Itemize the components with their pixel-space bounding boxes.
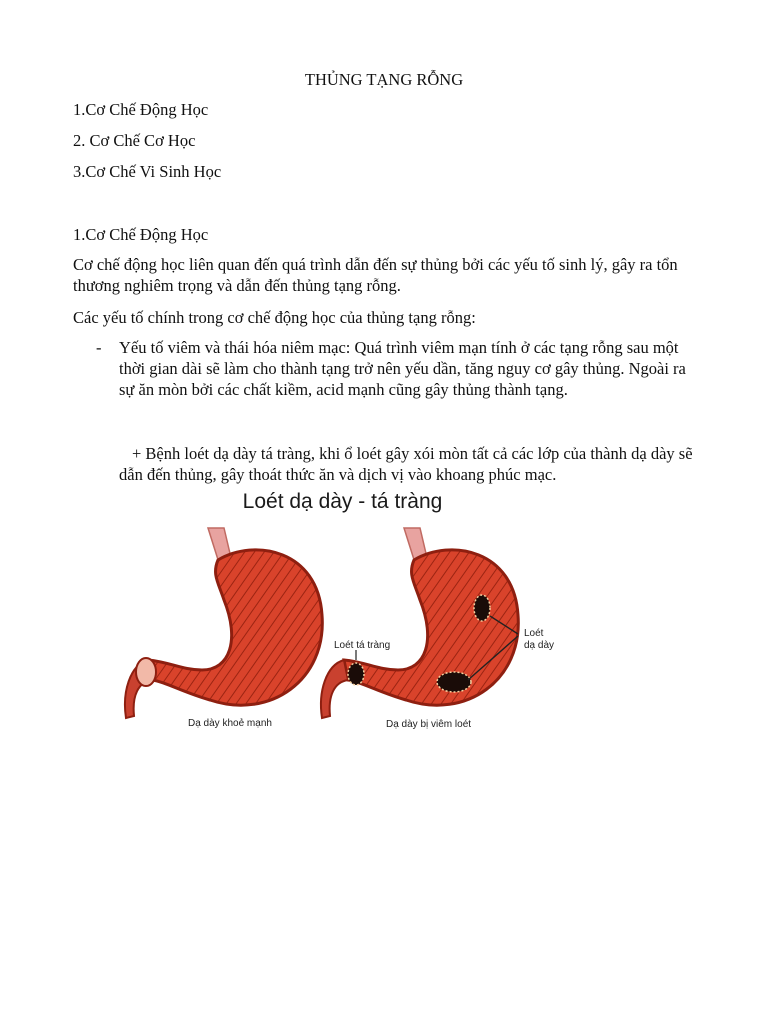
label-gastric-ulcer: Loét dạ dày [524,628,555,651]
bullet-marker: - [96,338,102,357]
stomach-illustration [120,520,570,740]
sub-point-paragraph: + Bệnh loét dạ dày tá tràng, khi ổ loét gây xói mòn tất cả các lớp của thành dạ dày sẽ dẫn đến thủng, gây thoát thức ăn và dịch vị vào khoang phúc mạc. [119,444,693,484]
intro-paragraph: Cơ chế động học liên quan đến quá trình dẫn đến sự thủng bởi các yếu tố sinh lý, gây ra tổn thương nghiêm trọng và dẫn đến thủng tạng rỗng. [73,255,678,295]
ulcer-stomach [321,528,518,718]
outline-item-2: 2. Cơ Chế Cơ Học [73,131,196,150]
gastric-ulcer-lower-icon [437,672,471,692]
duodenal-ulcer-icon [348,663,364,685]
bullet-paragraph: Yếu tố viêm và thái hóa niêm mạc: Quá trình viêm mạn tính ở các tạng rỗng sau một thời gian dài sẽ làm cho thành tạng trở nên yếu dần, tăng nguy cơ gây thủng. Ngoài ra sự ăn mòn bởi các chất kiềm, acid mạnh cũng gây thủng thành tạng. [119,338,686,399]
label-duodenal-ulcer: Loét tá tràng [334,640,391,651]
outline-item-3: 3.Cơ Chế Vi Sinh Học [73,162,222,181]
healthy-stomach [125,528,322,718]
page-title: THỦNG TẠNG RỖNG [304,70,464,89]
factors-intro: Các yếu tố chính trong cơ chế động học của thủng tạng rỗng: [73,308,476,327]
section-heading: 1.Cơ Chế Động Học [73,225,209,244]
caption-ulcer: Dạ dày bị viêm loét [386,719,472,730]
outline-item-1: 1.Cơ Chế Động Học [73,100,209,119]
gastric-ulcer-upper-icon [474,595,490,621]
caption-healthy: Dạ dày khoẻ mạnh [188,718,272,729]
figure-title: Loét dạ dày - tá tràng [242,490,443,513]
